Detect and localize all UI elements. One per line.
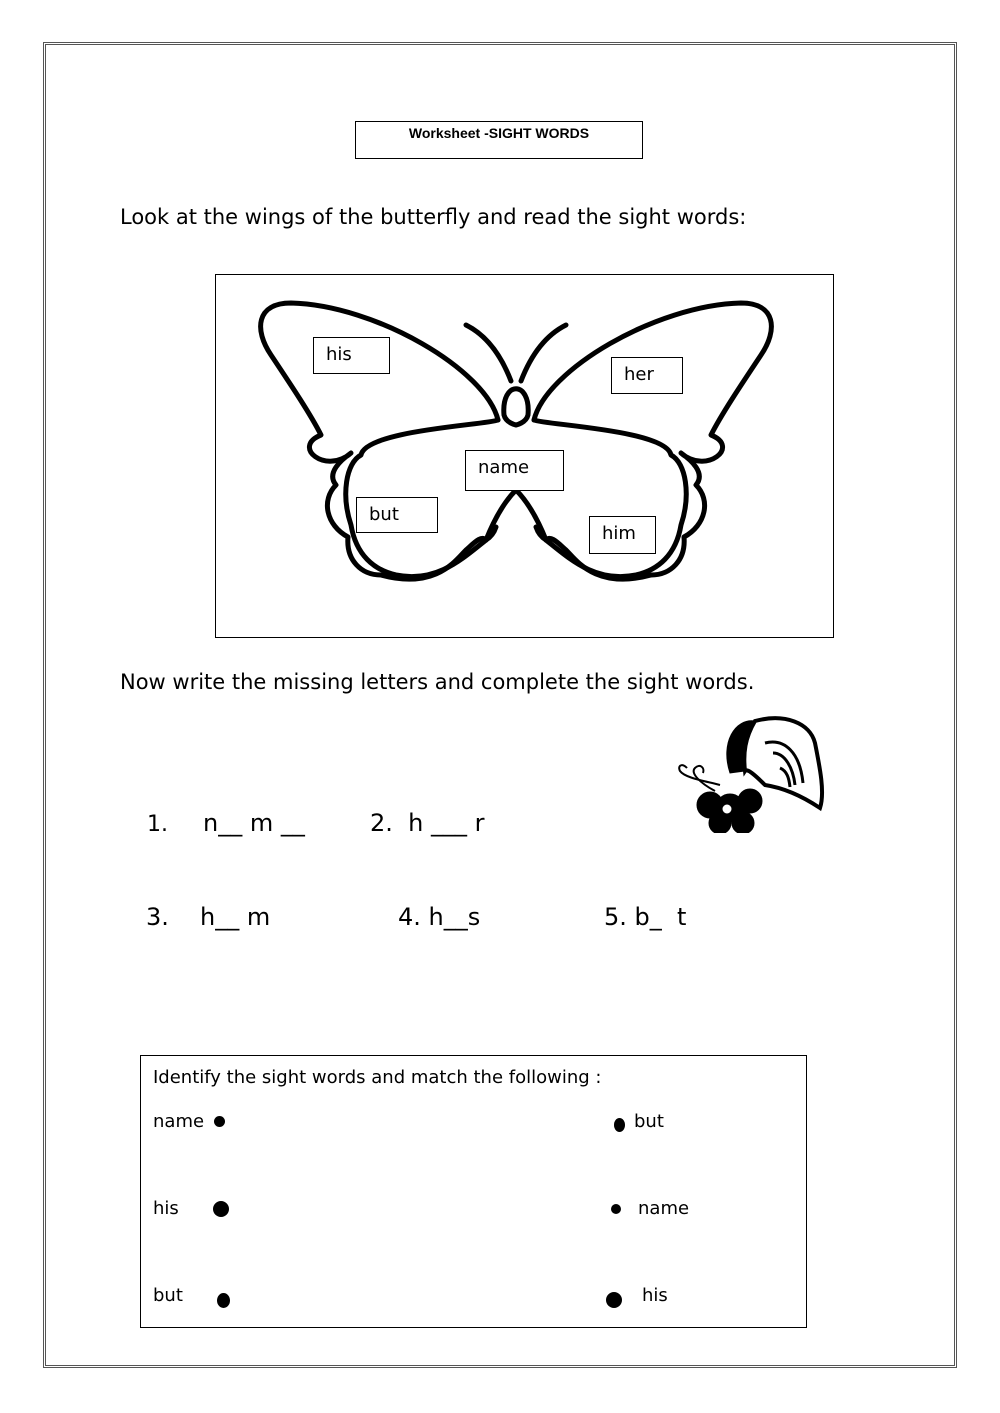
worksheet-title: Worksheet -SIGHT WORDS [355, 121, 643, 159]
butterfly-figure [215, 274, 834, 638]
instruction-read: Look at the wings of the butterfly and read the sight words: [120, 205, 747, 229]
match-right-name: name [638, 1198, 690, 1219]
instruction-missing-letters: Now write the missing letters and complete the sight words. [120, 670, 755, 694]
match-left-his: his [153, 1198, 179, 1219]
matching-section [140, 1055, 807, 1328]
wing-word-him: him [589, 516, 656, 554]
exercise-number-3: 3. [146, 903, 169, 931]
match-dot-right-2[interactable] [611, 1204, 621, 1214]
exercise-but: 5. b_ t [604, 903, 687, 931]
match-dot-left-1[interactable] [214, 1116, 225, 1127]
match-right-but: but [634, 1111, 664, 1132]
butterfly-on-flower-icon [675, 713, 835, 833]
match-dot-right-3[interactable] [606, 1292, 622, 1308]
exercise-name: n__ m __ [203, 809, 305, 837]
wing-word-but: but [356, 497, 438, 533]
match-dot-left-3[interactable] [217, 1293, 230, 1308]
exercise-his: 4. h__s [398, 903, 481, 931]
match-dot-right-1[interactable] [614, 1118, 625, 1132]
match-left-but: but [153, 1285, 183, 1306]
exercise-her: 2. h ___ r [370, 809, 485, 837]
wing-word-name: name [465, 450, 564, 491]
wing-word-her: her [611, 357, 683, 394]
matching-instruction: Identify the sight words and match the following : [153, 1067, 602, 1088]
exercise-him: h__ m [200, 903, 271, 931]
wing-word-his: his [313, 337, 390, 374]
match-left-name: name [153, 1111, 205, 1132]
exercise-number-1: 1. [147, 812, 168, 837]
match-right-his: his [642, 1285, 668, 1306]
match-dot-left-2[interactable] [213, 1201, 229, 1217]
